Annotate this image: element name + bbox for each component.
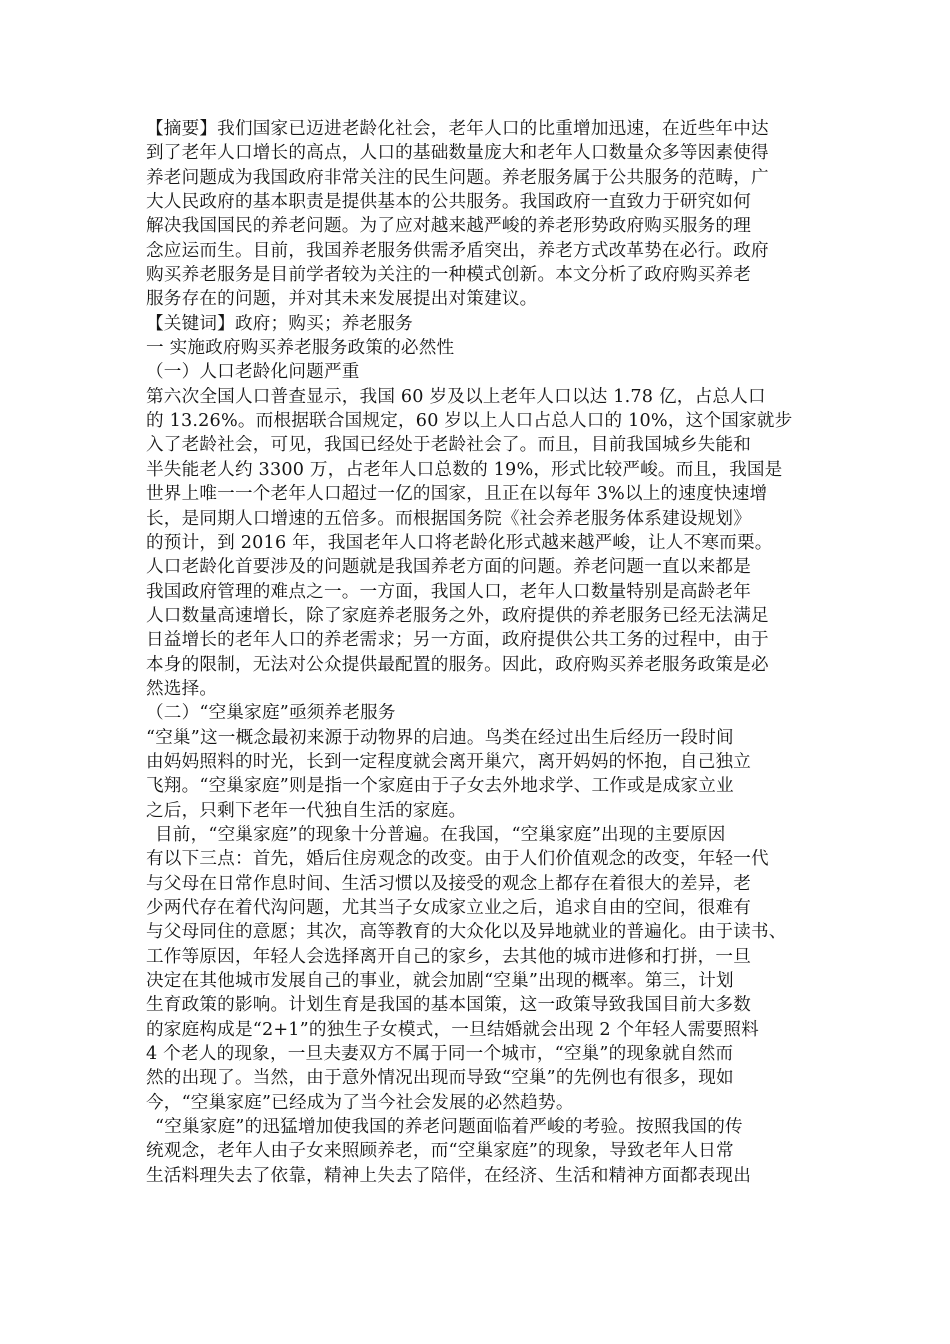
- paragraph-line: 4 个老人的现象，一旦夫妻双方不属于同一个城市，“空巢”的现象就自然而: [146, 1044, 734, 1065]
- abstract-line: 【摘要】我们国家已迈进老龄化社会，老年人口的比重增加迅速，在近些年中达: [146, 119, 769, 139]
- paragraph-line: 与父母在日常作息时间、生活习惯以及接受的观念上都存在着很大的差异，老: [146, 873, 751, 894]
- abstract: [146, 117, 806, 312]
- paragraph-line: 少两代存在着代沟问题，尤其当子女成家立业之后，追求自由的空间，很难有: [146, 898, 751, 918]
- paragraph-line: “空巢”这一概念最初来源于动物界的启迪。鸟类在经过出生后经历一段时间: [146, 727, 734, 748]
- paragraph-line: 入了老龄社会，可见，我国已经处于老龄社会了。而且，目前我国城乡失能和: [146, 435, 751, 456]
- paragraph: [146, 823, 806, 1115]
- paragraph-line: 的家庭构成是“2+1”的独生子女模式，一旦结婚就会出现 2 个年轻人需要照料: [146, 1019, 759, 1040]
- paragraph-line: 我国政府管理的难点之一。一方面，我国人口，老年人口数量特别是高龄老年: [146, 581, 751, 602]
- paragraph-line: 第六次全国人口普查显示，我国 60 岁及以上老年人口以达 1.78 亿，占总人口: [146, 386, 766, 407]
- paragraph-line: 与父母同住的意愿；其次，高等教育的大众化以及异地就业的普遍化。由于读书、: [146, 922, 787, 943]
- abstract-line: 念应运而生。目前，我国养老服务供需矛盾突出，养老方式改革势在必行。政府: [146, 240, 769, 261]
- paragraph-line: 然的出现了。当然，由于意外情况出现而导致“空巢”的先例也有很多，现如: [146, 1068, 734, 1089]
- abstract-line: 到了老年人口增长的高点，人口的基础数量庞大和老年人口数量众多等因素使得: [146, 143, 769, 164]
- subsection-title: （一）人口老龄化问题严重: [146, 362, 360, 383]
- paragraph-line: 长，是同期人口增速的五倍多。而根据国务院《社会养老服务体系建设规划》: [146, 508, 751, 529]
- subsection-title: （二）“空巢家庭”亟须养老服务: [146, 703, 396, 724]
- paragraph-line: 人口老龄化首要涉及的问题就是我国养老方面的问题。养老问题一直以来都是: [146, 557, 751, 578]
- keywords: 【关键词】政府；购买；养老服务: [146, 313, 413, 334]
- section-title: 一 实施政府购买养老服务政策的必然性: [146, 338, 455, 359]
- paragraph-line: 的预计，到 2016 年，我国老年人口将老龄化形式越来越严峻，让人不寒而栗。: [146, 532, 773, 553]
- paragraph-line: 飞翔。“空巢家庭”则是指一个家庭由于子女去外地求学、工作或是成家立业: [146, 776, 734, 797]
- paragraph-line: 人口数量高速增长，除了家庭养老服务之外，政府提供的养老服务已经无法满足: [146, 605, 769, 626]
- paragraph: [146, 385, 806, 701]
- paragraph-line: 统观念，老年人由子女来照顾养老，而“空巢家庭”的现象，导致老年人日常: [146, 1141, 734, 1162]
- paragraph-line: 生育政策的影响。计划生育是我国的基本国策，这一政策导致我国目前大多数: [146, 995, 751, 1016]
- document-page: [146, 117, 806, 1188]
- paragraph-line: 有以下三点：首先，婚后住房观念的改变。由于人们价值观念的改变，年轻一代: [146, 849, 769, 870]
- paragraph-line: 目前，“空巢家庭”的现象十分普遍。在我国，“空巢家庭”出现的主要原因: [155, 824, 726, 845]
- paragraph: [146, 726, 806, 823]
- paragraph-line: 之后，只剩下老年一代独自生活的家庭。: [146, 800, 467, 821]
- paragraph-line: 生活料理失去了依靠，精神上失去了陪伴，在经济、生活和精神方面都表现出: [146, 1165, 751, 1186]
- abstract-line: 养老问题成为我国政府非常关注的民生问题。养老服务属于公共服务的范畴，广: [146, 167, 769, 188]
- paragraph-line: 决定在其他城市发展自己的事业，就会加剧“空巢”出现的概率。第三，计划: [146, 971, 734, 992]
- abstract-line: 解决我国国民的养老问题。为了应对越来越严峻的养老形势政府购买服务的理: [146, 216, 751, 237]
- paragraph-line: “空巢家庭”的迅猛增加使我国的养老问题面临着严峻的考验。按照我国的传: [155, 1117, 743, 1138]
- paragraph: [146, 1115, 806, 1188]
- paragraph-line: 的 13.26%。而根据联合国规定，60 岁以上人口占总人口的 10%，这个国家就步: [146, 411, 793, 432]
- paragraph-line: 本身的限制，无法对公众提供最配置的服务。因此，政府购买养老服务政策是必: [146, 654, 769, 675]
- paragraph-line: 由妈妈照料的时光，长到一定程度就会离开巢穴，离开妈妈的怀抱，自己独立: [146, 751, 751, 772]
- paragraph-line: 今，“空巢家庭”已经成为了当今社会发展的必然趋势。: [146, 1092, 574, 1113]
- paragraph-line: 日益增长的老年人口的养老需求；另一方面，政府提供公共工务的过程中，由于: [146, 630, 769, 651]
- abstract-line: 购买养老服务是目前学者较为关注的一种模式创新。本文分析了政府购买养老: [146, 265, 751, 286]
- paragraph-line: 工作等原因，年轻人会选择离开自己的家乡，去其他的城市进修和打拼，一旦: [146, 946, 751, 967]
- abstract-line: 服务存在的问题，并对其未来发展提出对策建议。: [146, 289, 538, 310]
- paragraph-line: 世界上唯一一个老年人口超过一亿的国家，且正在以每年 3%以上的速度快速增: [146, 484, 768, 505]
- abstract-line: 大人民政府的基本职责是提供基本的公共服务。我国政府一直致力于研究如何: [146, 192, 751, 213]
- paragraph-line: 然选择。: [146, 678, 218, 699]
- paragraph-line: 半失能老人约 3300 万，占老年人口总数的 19%，形式比较严峻。而且，我国是: [146, 459, 783, 480]
